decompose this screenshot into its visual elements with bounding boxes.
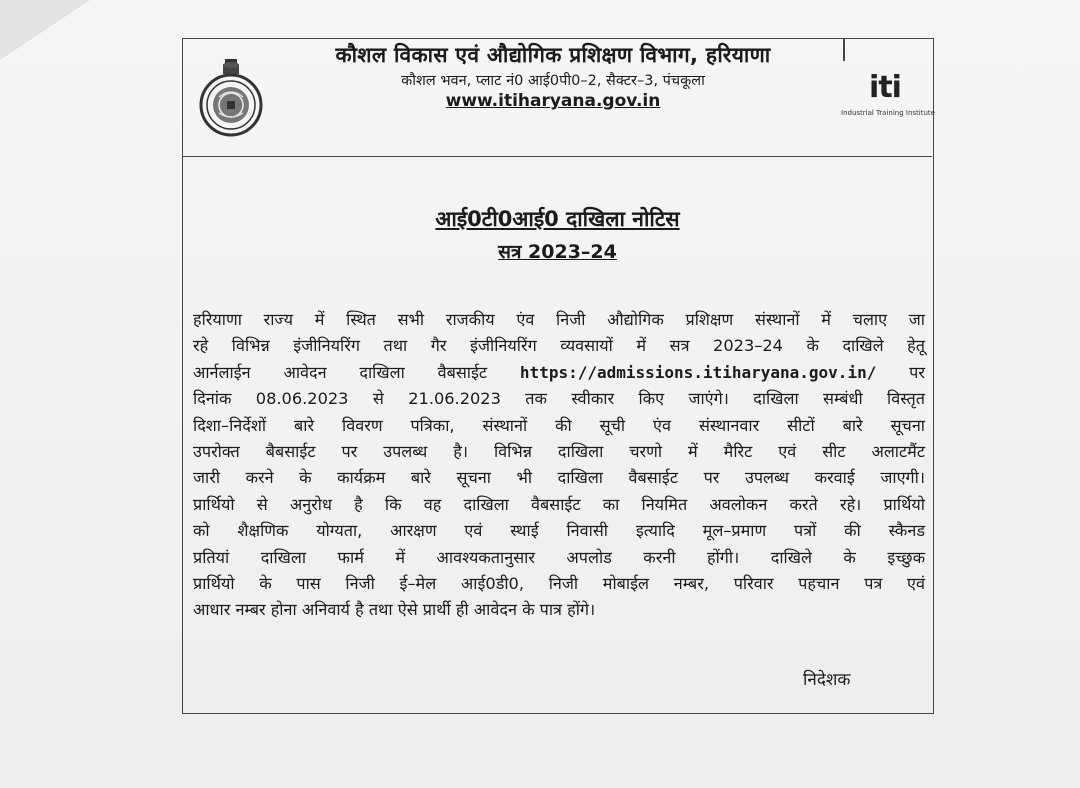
notice-line: को शैक्षणिक योग्यता, आरक्षण एवं स्थाई निवासी इत्यादि मूल–प्रमाण पत्रों की स्कैनड	[193, 521, 925, 541]
notice-line: दिनांक 08.06.2023 से 21.06.2023 तक स्वीकार किए जाएंगे। दाखिला सम्बंधी विस्तृत	[193, 389, 925, 409]
haryana-state-emblem-icon	[197, 57, 265, 137]
notice-line-text: पर	[909, 362, 925, 382]
notice-session	[183, 238, 932, 264]
notice-line: उपरोक्त बैबसाईट पर उपलब्ध है। विभिन्न दाखिला चरणो में मैरिट एवं सीट अलाटमैंट	[193, 442, 925, 462]
department-name: कौशल विकास एवं औद्योगिक प्रशिक्षण विभाग, हरियाणा	[335, 43, 771, 67]
letterhead	[183, 39, 935, 157]
department-website	[293, 91, 813, 111]
notice-frame	[182, 38, 934, 714]
notice-title	[183, 205, 932, 233]
signatory: निदेशक	[803, 670, 851, 690]
notice-line: प्रतियां दाखिला फार्म में आवश्यकतानुसार अपलोड करनी होंगी। दाखिले के इच्छुक	[193, 547, 925, 567]
website-link[interactable]: www.itiharyana.gov.in	[445, 91, 661, 111]
notice-line: प्रार्थियो से अनुरोध है कि वह दाखिला वैबसाईट का नियमित अवलोकन करते रहे। प्रार्थियो	[193, 494, 925, 514]
notice-line: आधार नम्बर होना अनिवार्य है तथा ऐसे प्रार्थी ही आवेदन के पात्र होंगे।	[193, 600, 596, 620]
notice-line: जारी करने के कार्यक्रम बारे सूचना भी दाखिला वैबसाईट पर उपलब्ध करवाई जाएगी।	[193, 468, 925, 488]
notice-body	[193, 307, 925, 624]
notice-session-text: सत्र 2023–24	[498, 241, 617, 263]
notice-line-text: आर्नलाईन आवेदन दाखिला वैबसाईट	[193, 362, 488, 382]
notice-line: दिशा–निर्देशों बारे विवरण पत्रिका, संस्थानों की सूची एंव संस्थानवार सीटों बारे सूचना	[193, 415, 925, 435]
iti-logo-caption: Industrial Training Institute	[841, 109, 935, 117]
notice-line-with-url	[193, 360, 925, 386]
header-divider	[843, 39, 845, 61]
notice-title-text: आई0टी0आई0 दाखिला नोटिस	[435, 207, 680, 231]
notice-line: प्रार्थियो के पास निजी ई–मेल आई0डी0, निजी मोबाईल नम्बर, परिवार पहचान पत्र एवं	[193, 574, 925, 594]
iti-logo-text: iti	[869, 70, 901, 105]
notice-line: हरियाणा राज्य में स्थित सभी राजकीय एंव निजी औद्योगिक प्रशिक्षण संस्थानों में चलाए जा	[193, 310, 925, 329]
notice-line: रहे विभिन्न इंजीनियरिंग तथा गैर इंजीनियरिंग व्यवसायों में सत्र 2023–24 के दाखिले हेतू	[193, 336, 925, 356]
department-address: कौशल भवन, प्लाट नं0 आई0पी0–2, सैक्टर–3, पंचकूला	[401, 73, 705, 89]
iti-logo	[841, 70, 935, 129]
page-corner-fold	[0, 0, 90, 60]
admissions-url-link[interactable]: https://admissions.itiharyana.gov.in/	[519, 362, 877, 382]
